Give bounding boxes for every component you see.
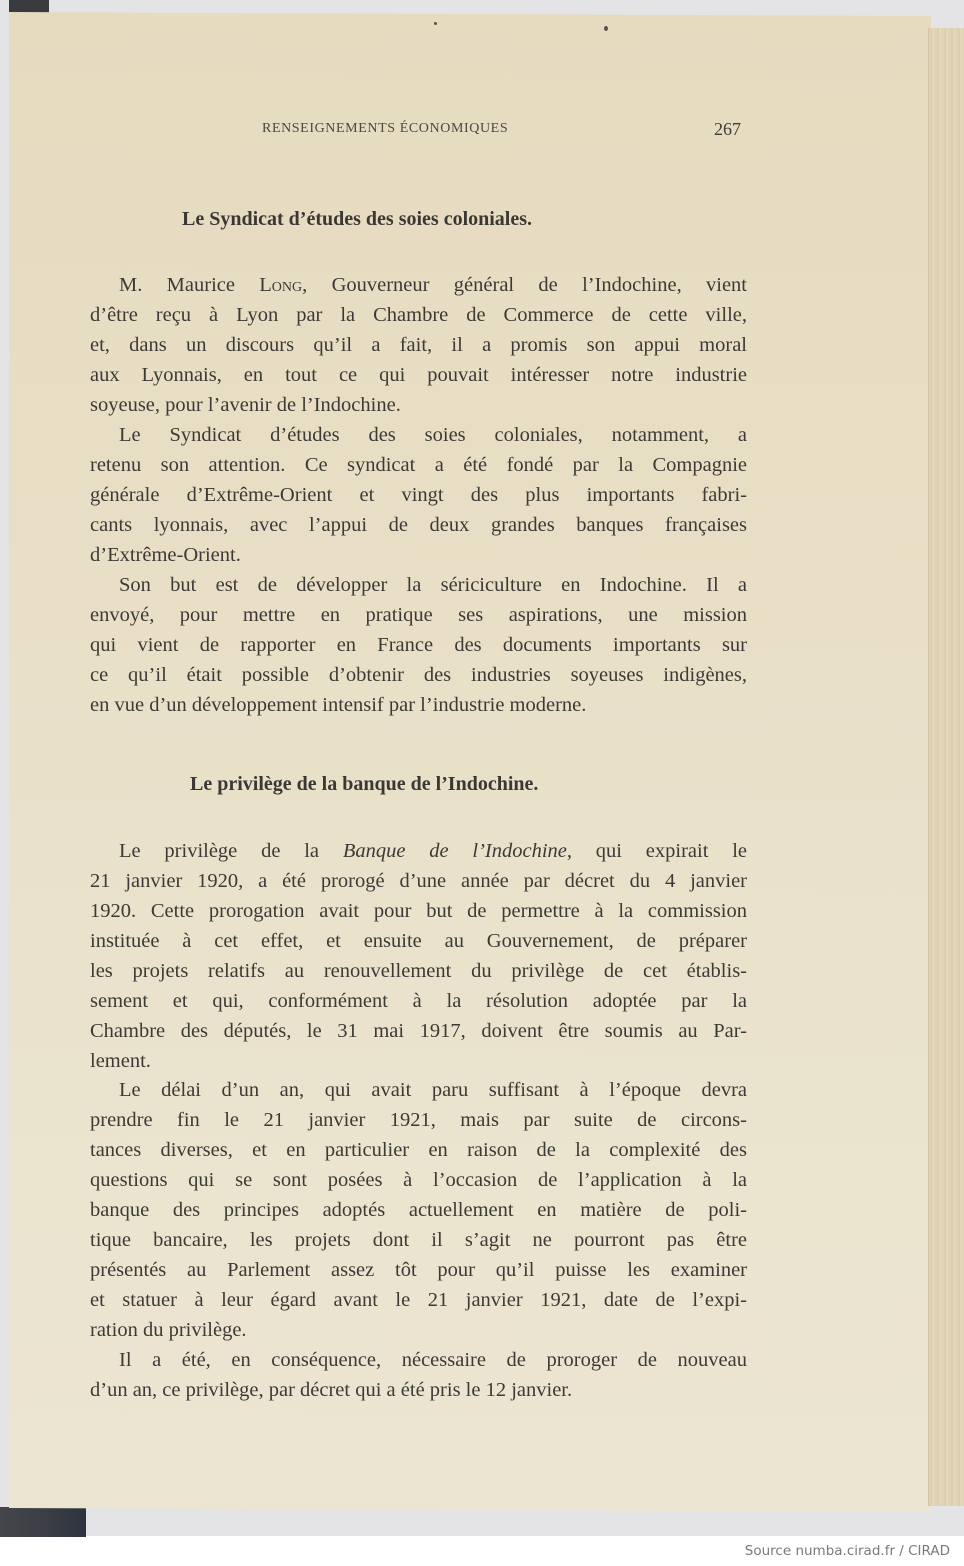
page-number: 267	[714, 119, 741, 139]
paragraph-delai	[90, 1075, 747, 1345]
text-line: cants lyonnais, avec l’appui de deux grandes banques françaises	[90, 514, 747, 536]
text-line: sement et qui, conformément à la résolution adoptée par la	[90, 990, 747, 1012]
paper-speck	[604, 26, 608, 31]
text-line: envoyé, pour mettre en pratique ses aspirations, une mission	[90, 604, 747, 626]
text-line: tique bancaire, les projets dont il s’agit ne pourront pas être	[90, 1229, 747, 1251]
text-line: d’un an, ce privilège, par décret qui a été pris le 12 janvier.	[90, 1379, 573, 1401]
text-line: 21 janvier 1920, a été prorogé d’une année par décret du 4 janvier	[90, 870, 747, 892]
text-line: Chambre des députés, le 31 mai 1917, doivent être soumis au Par-	[90, 1020, 747, 1042]
section-title-syndicat: Le Syndicat d’études des soies coloniales.	[182, 208, 533, 230]
text-span: , Gouverneur général de l’Indochine, vient	[302, 274, 747, 296]
text-line: en vue d’un développement intensif par l’industrie moderne.	[90, 694, 587, 716]
text-line: d’être reçu à Lyon par la Chambre de Commerce de cette ville,	[90, 304, 747, 326]
source-caption: Source numba.cirad.fr / CIRAD	[744, 1543, 950, 1559]
paragraph-privilege-prorogation	[90, 836, 747, 1076]
text-line: générale d’Extrême-Orient et vingt des plus importants fabri-	[90, 484, 747, 506]
text-span: , qui expirait le	[566, 840, 747, 862]
bank-name-italic: Banque de l’Indochine	[342, 840, 567, 862]
text-line: Le Syndicat d’études des soies coloniales, notamment, a	[119, 424, 747, 446]
text-line: aux Lyonnais, en tout ce qui pouvait intéresser notre industrie	[90, 364, 747, 386]
text-line: instituée à cet effet, et ensuite au Gouvernement, de préparer	[90, 930, 747, 952]
paragraph-sericiculture	[90, 570, 747, 720]
text-line: qui vient de rapporter en France des documents importants sur	[90, 634, 747, 656]
text-line: 1920. Cette prorogation avait pour but de permettre à la commission	[90, 900, 747, 922]
section-title-privilege: Le privilège de la banque de l’Indochine.	[190, 773, 539, 795]
text-span: Le privilège de la	[119, 840, 343, 862]
text-line: d’Extrême-Orient.	[90, 544, 241, 566]
text-line: lement.	[90, 1050, 151, 1072]
text-line: questions qui se sont posées à l’occasion de l’application à la	[90, 1169, 747, 1191]
text-line: et, dans un discours qu’il a fait, il a promis son appui moral	[90, 334, 747, 356]
text-line: ration du privilège.	[90, 1319, 247, 1341]
paragraph-consequence	[90, 1345, 747, 1405]
text-line: les projets relatifs au renouvellement du privilège de cet établis-	[90, 960, 747, 982]
text-line	[90, 836, 747, 866]
text-line: présentés au Parlement assez tôt pour qu’il puisse les examiner	[90, 1259, 747, 1281]
text-line: Il a été, en conséquence, nécessaire de proroger de nouveau	[119, 1349, 747, 1371]
text-line: soyeuse, pour l’avenir de l’Indochine.	[90, 394, 401, 416]
text-line: Son but est de développer la sériciculture en Indochine. Il a	[119, 574, 747, 596]
text-line: retenu son attention. Ce syndicat a été fondé par la Compagnie	[90, 454, 747, 476]
text-line: ce qu’il était possible d’obtenir des industries soyeuses indigènes,	[90, 664, 747, 686]
text-line	[90, 270, 747, 300]
paper-speck	[434, 22, 437, 25]
text-line: prendre fin le 21 janvier 1921, mais par suite de circons-	[90, 1109, 747, 1131]
text-line: et statuer à leur égard avant le 21 janvier 1921, date de l’expi-	[90, 1289, 747, 1311]
author-name-smallcaps: Long	[259, 274, 303, 296]
text-line: tances diverses, et en particulier en raison de la complexité des	[90, 1139, 747, 1161]
text-span: M. Maurice	[119, 274, 260, 296]
paragraph-maurice-long	[90, 270, 747, 420]
running-head: RENSEIGNEMENTS ÉCONOMIQUES	[262, 121, 509, 136]
text-line: Le délai d’un an, qui avait paru suffisant à l’époque devra	[119, 1079, 747, 1101]
text-line: banque des principes adoptés actuellement en matière de poli-	[90, 1199, 747, 1221]
paragraph-syndicat-attention	[90, 420, 747, 570]
